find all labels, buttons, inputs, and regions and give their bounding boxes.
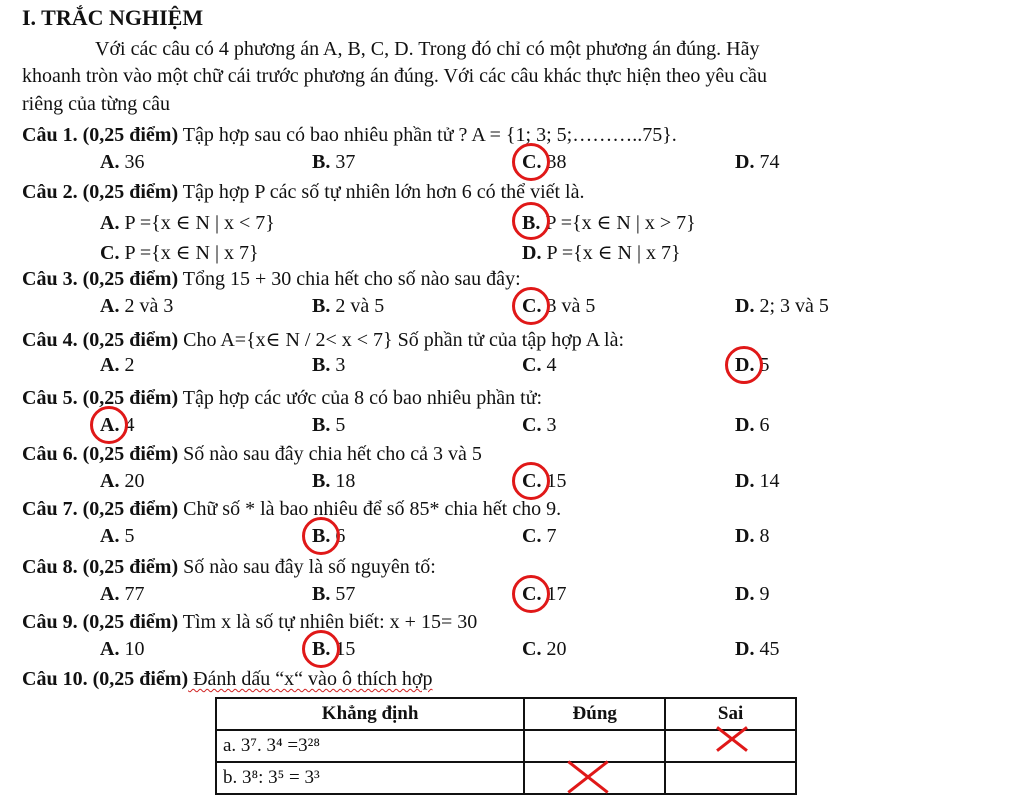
option-text: P ={x ∈ N | x 7}	[541, 242, 681, 264]
option-letter: C.	[522, 638, 542, 660]
option-text: 4	[119, 414, 135, 436]
question-text: Tập hợp P các số tự nhiên lớn hơn 6 có thể viết là.	[178, 181, 585, 203]
header-statement: Khẳng định	[216, 698, 524, 730]
option-text: 4	[541, 354, 557, 376]
option-b[interactable]	[312, 151, 355, 174]
option-letter: B.	[312, 414, 331, 436]
question-label: Câu 2. (0,25 điểm)	[22, 181, 179, 203]
option-text: 3	[330, 354, 346, 376]
option-letter: D.	[522, 242, 542, 264]
option-b[interactable]	[312, 470, 355, 493]
option-letter: B.	[312, 295, 331, 317]
option-letter: D.	[735, 414, 755, 436]
answer-circle-icon	[512, 202, 550, 240]
option-letter: B.	[312, 470, 331, 492]
option-text: 2 và 3	[119, 295, 174, 317]
option-text: 17	[541, 583, 567, 605]
statement-a: a. 3⁷. 3⁴ =3²⁸	[216, 730, 524, 762]
question-2	[22, 181, 585, 204]
intro-line-3: riêng của từng câu	[22, 93, 170, 115]
option-text: 15	[330, 638, 356, 660]
option-letter: A.	[100, 354, 120, 376]
option-text: 38	[541, 151, 567, 173]
option-b[interactable]	[312, 583, 355, 606]
option-text: 77	[119, 583, 145, 605]
option-c[interactable]	[522, 638, 566, 661]
table-row	[216, 730, 796, 762]
option-letter: B.	[312, 638, 331, 660]
option-letter: C.	[522, 414, 542, 436]
option-text: 45	[754, 638, 780, 660]
option-a[interactable]	[100, 295, 173, 318]
question-9	[22, 611, 477, 634]
option-d[interactable]	[735, 638, 779, 661]
answer-circle-icon	[512, 575, 550, 613]
option-text: 15	[541, 470, 567, 492]
option-letter: A.	[100, 525, 120, 547]
option-letter: B.	[312, 583, 331, 605]
option-text: P ={x ∈ N | x < 7}	[119, 212, 275, 234]
option-letter: A.	[100, 414, 120, 436]
question-label: Câu 1. (0,25 điểm)	[22, 124, 179, 146]
question-4	[22, 327, 624, 352]
option-letter: D.	[735, 295, 755, 317]
option-letter: B.	[312, 151, 331, 173]
option-text: 3	[541, 414, 557, 436]
option-d[interactable]	[735, 295, 829, 318]
intro-line-1: Với các câu có 4 phương án A, B, C, D. Trong đó chỉ có một phương án đúng. Hãy	[95, 38, 760, 60]
option-d[interactable]	[522, 240, 681, 265]
true-false-table	[215, 697, 797, 795]
option-d[interactable]	[735, 414, 769, 437]
question-7	[22, 498, 561, 521]
option-d[interactable]	[735, 583, 769, 606]
option-c[interactable]	[522, 354, 556, 377]
question-label: Câu 3. (0,25 điểm)	[22, 268, 179, 290]
option-text: 6	[330, 525, 346, 547]
option-d[interactable]	[735, 151, 779, 174]
question-text: Tổng 15 + 30 chia hết cho số nào sau đây:	[178, 268, 521, 290]
option-d[interactable]	[735, 470, 779, 493]
option-letter: A.	[100, 638, 120, 660]
question-text: Tìm x là số tự nhiên biết: x + 15= 30	[178, 611, 478, 633]
option-c[interactable]	[522, 414, 556, 437]
question-text: Tập hợp sau có bao nhiêu phần tử ? A = {1; 3; 5;………..75}.	[178, 124, 677, 146]
option-text: 37	[330, 151, 356, 173]
option-text: 74	[754, 151, 780, 173]
option-letter: D.	[735, 583, 755, 605]
option-letter: B.	[312, 525, 331, 547]
option-text: 10	[119, 638, 145, 660]
option-a[interactable]	[100, 470, 144, 493]
option-letter: C.	[522, 151, 542, 173]
option-text: 2 và 5	[330, 295, 385, 317]
option-a[interactable]	[100, 583, 144, 606]
option-letter: A.	[100, 212, 120, 234]
table-header-row	[216, 698, 796, 730]
answer-circle-icon	[512, 462, 550, 500]
option-text: 20	[119, 470, 145, 492]
option-letter: D.	[735, 638, 755, 660]
option-text: 5	[119, 525, 135, 547]
question-label: Câu 6. (0,25 điểm)	[22, 443, 179, 465]
question-text: Tập hợp các ước của 8 có bao nhiêu phần tử:	[178, 387, 543, 409]
cell-b-false[interactable]	[665, 762, 796, 794]
question-text: Cho A={x∈ N / 2< x < 7} Số phần tử của tập hợp A là:	[178, 329, 625, 351]
header-true: Đúng	[524, 698, 665, 730]
question-label: Câu 5. (0,25 điểm)	[22, 387, 179, 409]
option-text: 36	[119, 151, 145, 173]
answer-circle-icon	[512, 143, 550, 181]
option-a[interactable]	[100, 638, 144, 661]
statement-b: b. 3⁸: 3⁵ = 3³	[216, 762, 524, 794]
question-10-label: Câu 10. (0,25 điểm)	[22, 668, 189, 690]
option-text: 5	[754, 354, 770, 376]
x-mark-icon	[563, 752, 613, 802]
option-letter: C.	[522, 583, 542, 605]
option-letter: B.	[312, 354, 331, 376]
option-text: 3 và 5	[541, 295, 596, 317]
option-text: P ={x ∈ N | x > 7}	[540, 212, 696, 234]
option-letter: D.	[735, 151, 755, 173]
option-text: 9	[754, 583, 770, 605]
question-label: Câu 8. (0,25 điểm)	[22, 556, 179, 578]
answer-circle-icon	[90, 406, 128, 444]
option-a[interactable]	[100, 525, 134, 548]
question-text: Số nào sau đây là số nguyên tố:	[178, 556, 436, 578]
option-text: 7	[541, 525, 557, 547]
question-label: Câu 7. (0,25 điểm)	[22, 498, 179, 520]
option-b[interactable]	[312, 295, 384, 318]
option-letter: D.	[735, 470, 755, 492]
option-letter: A.	[100, 295, 120, 317]
option-text: P ={x ∈ N | x 7}	[119, 242, 259, 264]
option-text: 20	[541, 638, 567, 660]
option-letter: D.	[735, 525, 755, 547]
question-label: Câu 9. (0,25 điểm)	[22, 611, 179, 633]
option-a[interactable]	[100, 210, 275, 235]
option-letter: C.	[522, 354, 542, 376]
answer-circle-icon	[725, 346, 763, 384]
option-b[interactable]	[312, 414, 345, 437]
option-text: 5	[330, 414, 346, 436]
table-row	[216, 762, 796, 794]
section-title: I. TRẮC NGHIỆM	[22, 5, 204, 30]
option-letter: D.	[735, 354, 755, 376]
option-letter: C.	[522, 295, 542, 317]
option-letter: C.	[522, 525, 542, 547]
option-text: 6	[754, 414, 770, 436]
option-letter: A.	[100, 583, 120, 605]
option-text: 14	[754, 470, 780, 492]
option-c[interactable]	[522, 525, 556, 548]
option-letter: C.	[100, 242, 120, 264]
option-letter: C.	[522, 470, 542, 492]
option-c[interactable]	[100, 240, 259, 265]
question-1	[22, 124, 677, 147]
option-text: 2	[119, 354, 135, 376]
option-b[interactable]	[312, 354, 345, 377]
answer-circle-icon	[302, 517, 340, 555]
question-text: Chữ số * là bao nhiêu để số 85* chia hết cho 9.	[178, 498, 562, 520]
question-5	[22, 387, 542, 410]
option-letter: A.	[100, 470, 120, 492]
intro-line-2: khoanh tròn vào một chữ cái trước phương án đúng. Với các câu khác thực hiện theo yêu cầu	[22, 65, 768, 87]
x-mark-icon	[713, 724, 751, 754]
option-text: 57	[330, 583, 356, 605]
question-8	[22, 556, 436, 579]
question-10	[22, 668, 433, 691]
option-a[interactable]	[100, 151, 144, 174]
option-letter: B.	[522, 212, 541, 234]
question-6	[22, 443, 482, 466]
question-label: Câu 4. (0,25 điểm)	[22, 329, 179, 351]
answer-circle-icon	[512, 287, 550, 325]
option-text: 2; 3 và 5	[754, 295, 829, 317]
option-text: 18	[330, 470, 356, 492]
question-text: Số nào sau đây chia hết cho cả 3 và 5	[178, 443, 482, 465]
header-false: Sai	[665, 698, 796, 730]
option-letter: A.	[100, 151, 120, 173]
option-text: 8	[754, 525, 770, 547]
question-3	[22, 268, 521, 291]
answer-circle-icon	[302, 630, 340, 668]
option-d[interactable]	[735, 525, 769, 548]
question-10-text: Đánh dấu “x“ vào ô thích hợp	[188, 668, 433, 690]
option-a[interactable]	[100, 354, 134, 377]
